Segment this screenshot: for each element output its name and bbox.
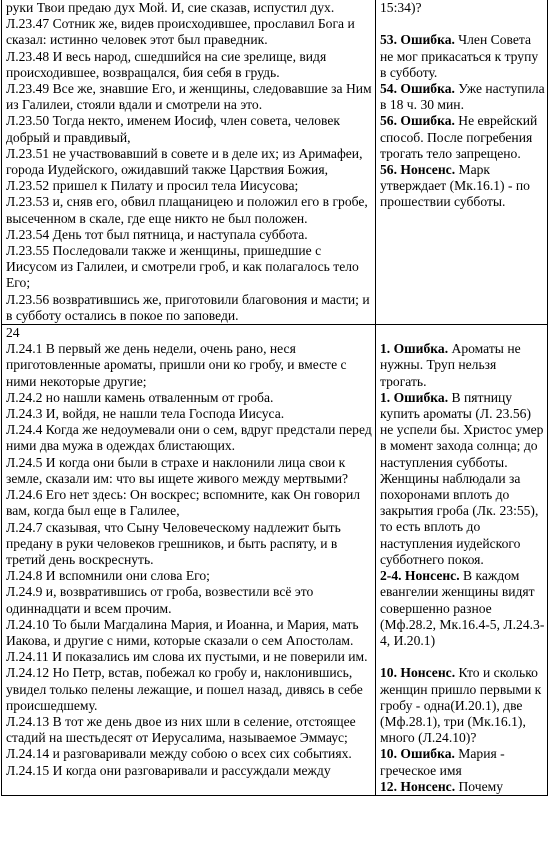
verse-line: Л.23.47 Сотник же, видев происходившее, прославил Бога и сказал: истинно человек этот был праведник. [6,16,355,48]
commentary-cell [376,0,548,325]
note-label: 1. Ошибка. [380,341,449,357]
table-row [2,0,548,325]
note-label: 53. Ошибка. [380,32,455,48]
note-item [380,665,545,746]
note-item [380,32,545,81]
note-item [380,779,545,795]
verse-line: руки Твои предаю дух Мой. И, сие сказав, испустил дух. [6,0,335,15]
verse-line: Л.23.48 И весь народ, сшедшийся на сие зрелище, видя происходившее, возвращался, бия себя в грудь. [6,48,327,80]
verse-line: Л.24.14 и разговаривали между собою о всех сих событиях. [6,746,352,762]
verse-line: Л.23.52 пришел к Пилату и просил тела Иисусова; [6,178,299,194]
table-row [2,325,548,796]
commentary-table [1,0,548,796]
verse-line: Л.23.49 Все же, знавшие Его, и женщины, следовавшие за Ним из Галилеи, стояли вдали и смотрели на это. [6,81,372,113]
note-text: В каждом евангелии женщины видят совершенно разное (Мф.28.2, Мк.16.4-5, Л.24.3-4, И.20.1) [380,568,545,648]
verse-line: Л.24.6 Его нет здесь: Он воскрес; вспомните, как Он говорил вам, когда был еще в Галилее, [6,487,361,519]
note-item [380,113,545,162]
verse-line: Л.24.4 Когда же недоумевали они о сем, вдруг предстали перед ними два мужа в одеждах блистающих. [6,422,372,454]
continuation-text: 15:34)? [380,0,422,15]
note-item [380,341,545,390]
verse-line: Л.24.8 И вспомнили они слова Его; [6,568,210,584]
verse-line: Л.23.50 Тогда некто, именем Иосиф, член совета, человек добрый и правдивый, [6,113,340,145]
verse-line: Л.24.10 То были Магдалина Мария, и Иоанна, и Мария, мать Иакова, и другие с ними, которые сказали о сем Апостолам. [6,616,359,648]
verse-line: Л.23.55 Последовали также и женщины, пришедшие с Иисусом из Галилеи, и смотрели гроб, и как полагалось тело Его; [6,243,359,291]
chapter-number: 24 [6,325,20,341]
note-label: 10. Нонсенс. [380,665,456,681]
note-text: Не еврейский способ. После погребения трогать тело запрещено. [380,113,538,161]
verse-line: Л.23.51 не участвовавший в совете и в деле их; из Аримафеи, города Иудейского, ожидавший также Царствия Божия, [6,145,363,178]
verse-line: Л.24.7 сказывая, что Сыну Человеческому надлежит быть предану в руки человеков грешников, и быть распяту, и в третий день воскреснуть. [6,519,341,567]
note-label: 54. Ошибка. [380,81,455,96]
note-item [380,746,545,778]
verse-line: Л.24.11 И показались им слова их пустыми, и не поверили им. [6,649,368,665]
scripture-cell [2,325,376,796]
note-text: Кто и сколько женщин пришло первыми к гробу - одна(И.20.1), две (Мф.28.1), три (Мк.16.1), много (Л.24.10)? [380,665,542,746]
note-text: Мария - греческое имя [380,746,505,778]
verse-line: Л.24.3 И, войдя, не нашли тела Господа Иисуса. [6,406,285,422]
note-text: Уже наступила в 18 ч. 30 мин. [380,81,545,113]
scripture-cell [2,0,376,325]
note-text: Ароматы не нужны. Труп нельзя трогать. [380,341,521,389]
note-item [380,81,545,113]
note-text: Член Совета не мог прикасаться к трупу в субботу. [380,32,539,80]
verse-line: Л.24.13 В тот же день двое из них шли в селение, отстоящее стадий на шестьдесят от Иерусалима, называемое Эммаус; [6,713,356,746]
verse-line: Л.24.5 И когда они были в страхе и наклонили лица свои к земле, сказали им: что вы ищете живого между мертвыми? [6,454,349,486]
note-item [380,390,545,568]
note-label: 56. Нонсенс. [380,162,456,178]
note-label: 12. Нонсенс. [380,778,456,794]
note-label: 1. Ошибка. [380,389,449,405]
verse-line: Л.24.9 и, возвратившись от гроба, возвестили всё это одиннадцати и всем прочим. [6,584,314,616]
verse-line: Л.24.15 И когда они разговаривали и рассуждали между [6,762,331,778]
verse-line: Л.24.2 но нашли камень отваленным от гроба. [6,389,274,405]
verse-line: Л.24.1 В первый же день недели, очень рано, неся приготовленные ароматы, пришли они ко гробу, и вместе с ними некоторые другие; [6,341,347,389]
note-text: Почему [455,778,504,794]
commentary-cell [376,325,548,796]
note-item [380,162,545,211]
note-label: 56. Ошибка. [380,113,455,129]
note-text: В пятницу купить ароматы (Л. 23.56) не успели бы. Христос умер в момент захода солнца; до наступления субботы. Женщины наблюдали за похоронами вплоть до закрытия гроба (Лк. 23:55), то есть вплоть до наступления иудейского субботнего покоя. [380,389,544,567]
verse-line: Л.23.53 и, сняв его, обвил плащаницею и положил его в гробе, высеченном в скале, где еще никто не был положен. [6,194,368,226]
note-label: 2-4. Нонсенс. [380,568,460,584]
verse-line: Л.23.56 возвратившись же, приготовили благовония и масти; и в субботу остались в покое по заповеди. [6,291,370,323]
verse-line: Л.24.12 Но Петр, встав, побежал ко гробу и, наклонившись, увидел только пелены лежащие, и пошел назад, дивясь в себе происшедшему. [6,665,363,713]
note-label: 10. Ошибка. [380,746,455,762]
note-text: Марк утверждает (Мк.16.1) - по прошествии субботы. [380,162,530,210]
verse-line: Л.23.54 День тот был пятница, и наступала суббота. [6,226,308,242]
note-item [380,568,545,649]
